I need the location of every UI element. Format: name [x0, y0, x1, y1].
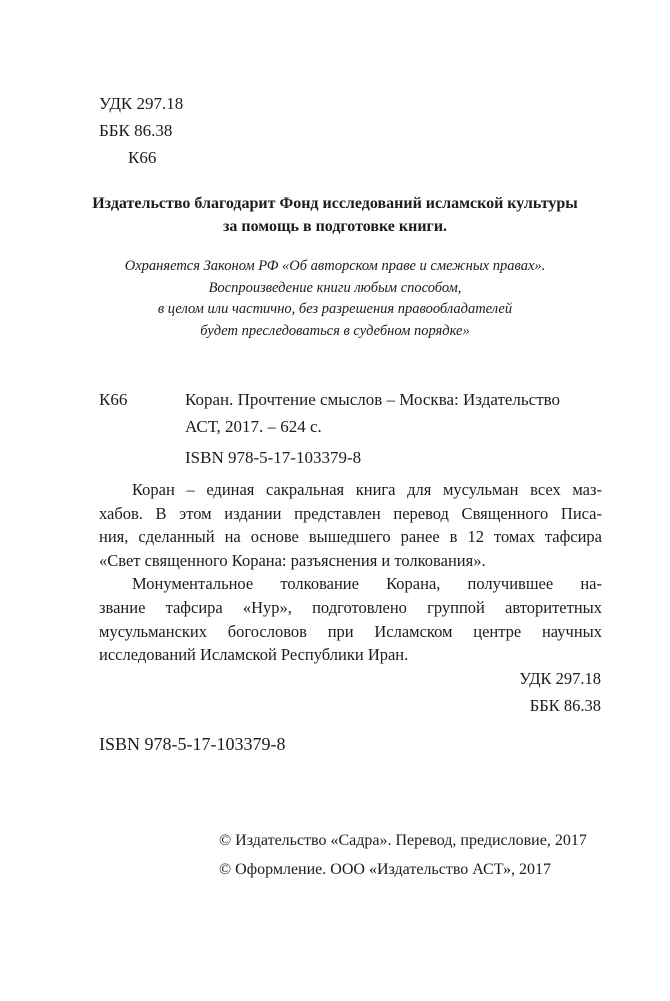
gratitude-note	[0, 192, 670, 238]
catalog-author-sign: К66	[99, 390, 128, 409]
udk-code: УДК 297.18	[99, 94, 184, 113]
law-notice-line: Воспроизведение книги любым способом,	[208, 279, 462, 296]
law-notice-line: в целом или частично, без разрешения правообладателей	[157, 301, 513, 318]
header-bibliographic-codes	[99, 90, 183, 171]
annotation-para2-line: исследований Исламской Республики Иран.	[99, 645, 409, 665]
udk-code-bottom: УДК 297.18	[519, 669, 601, 688]
catalog-entry	[185, 386, 605, 440]
bbk-code-bottom: ББК 86.38	[529, 696, 601, 715]
annotation-para2-line: звание тафсира «Нур», подготовлено группой авторитетных	[99, 597, 602, 617]
footer-bibliographic-codes	[0, 665, 601, 719]
copyright-line: © Издательство «Садра». Перевод, предисловие, 2017	[219, 832, 587, 849]
annotation-text	[99, 478, 602, 667]
copyright-law-notice	[0, 256, 670, 343]
annotation-para2-line: мусульманских богословов при Исламском центре научных	[99, 621, 602, 641]
gratitude-line: Издательство благодарит Фонд исследований исламской культуры	[92, 195, 578, 212]
catalog-entry-line: АСТ, 2017. – 624 с.	[185, 417, 322, 436]
catalog-isbn: ISBN 978-5-17-103379-8	[185, 448, 362, 467]
author-sign-code: К66	[128, 148, 157, 167]
gratitude-line: за помощь в подготовке книги.	[222, 218, 448, 235]
annotation-para2-line: Монументальное толкование Корана, получившее на-	[132, 574, 602, 594]
annotation-para1-line: Коран – единая сакральная книга для мусульман всех маз-	[132, 480, 602, 499]
bbk-code: ББК 86.38	[99, 121, 173, 140]
annotation-para1-line: хабов. В этом издании представлен перевод Священного Писа-	[99, 503, 602, 523]
isbn-bottom: ISBN 978-5-17-103379-8	[99, 734, 286, 754]
copyright-line: © Оформление. ООО «Издательство АСТ», 2017	[219, 861, 552, 878]
law-notice-line: будет преследоваться в судебном порядке»	[200, 323, 470, 340]
copyright-block	[219, 826, 587, 884]
annotation-para1-line: ния, сделанный на основе вышедшего ранее в 12 томах тафсира	[99, 527, 602, 547]
annotation-para1-line: «Свет священного Корана: разъяснения и толкования».	[99, 550, 486, 570]
catalog-entry-line: Коран. Прочтение смыслов – Москва: Издательство	[185, 390, 561, 409]
law-notice-line: Охраняется Законом РФ «Об авторском праве и смежных правах».	[124, 258, 546, 274]
